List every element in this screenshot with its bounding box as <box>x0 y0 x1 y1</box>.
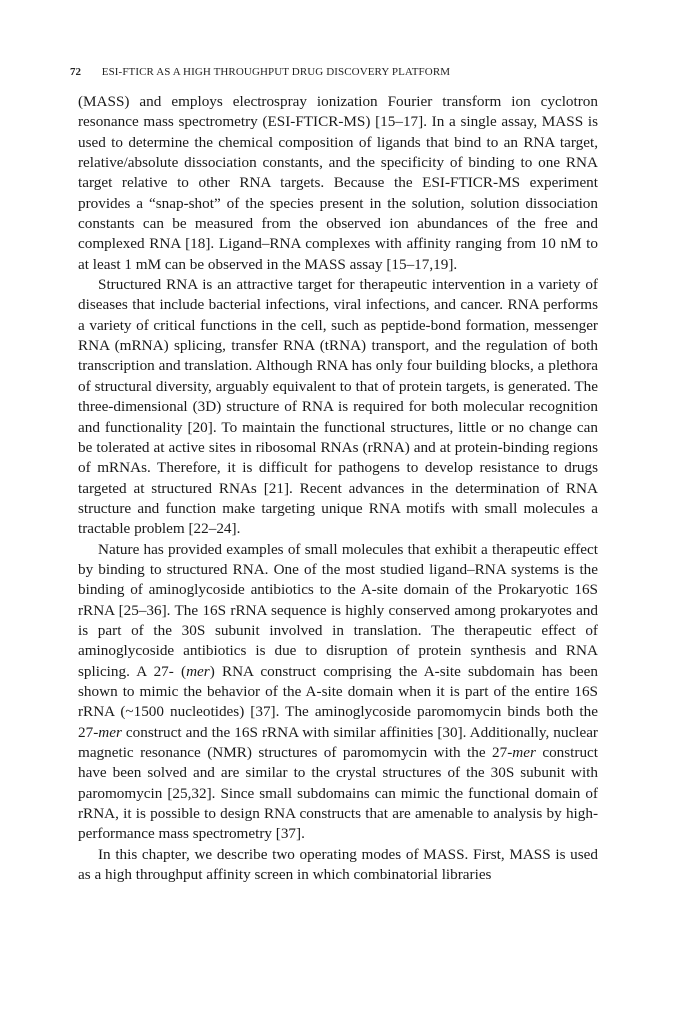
page-number: 72 <box>70 66 81 78</box>
running-title: ESI-FTICR AS A HIGH THROUGHPUT DRUG DISCOVERY PLATFORM <box>101 66 451 78</box>
paragraph-3 <box>78 540 598 845</box>
paragraph-3-italic-3: mer <box>512 744 536 761</box>
paragraph-3-text-2: ) RNA construct comprising the A-site subdomain has been shown to mimic the behavior of the A-site domain when it is part of the entire 16S rRNA (~1500 nucleotides) [37]. The aminoglycoside paromomycin binds both the 27- <box>78 662 598 741</box>
paragraph-3-italic-2: mer <box>98 723 122 741</box>
paragraph-3-text-3: construct and the 16S rRNA with similar affinities [30]. Additionally, nuclear magnetic resonance (NMR) structures of paromomycin with the 27- <box>78 723 598 761</box>
paragraph-3-text-4: construct have been solved and are similar to the crystal structures of the 30S subunit with paromomycin [25,32]. Since small subdomains can mimic the functional domain of rRNA, it is possible to design RNA constructs that are amenable to analysis by high-performance mass spectrometry [37]. <box>78 744 598 843</box>
running-header <box>70 66 600 84</box>
paragraph-2: Structured RNA is an attractive target for therapeutic intervention in a variety of diseases that include bacterial infections, viral infections, and cancer. RNA performs a variety of critical functions in the cell, such as peptide-bond formation, messenger RNA (mRNA) splicing, transfer RNA (tRNA) transport, and the regulation of both transcription and translation. Although RNA has only four building blocks, a plethora of structural diversity, arguably equivalent to that of protein targets, is generated. The three-dimensional (3D) structure of RNA is required for both molecular recognition and functionality [20]. To maintain the functional structures, little or no change can be tolerated at active sites in ribosomal RNAs (rRNA) and at protein-binding regions of mRNAs. Therefore, it is difficult for pathogens to develop resistance to drugs targeted at structured RNAs [21]. Recent advances in the determination of RNA structure and function make targeting unique RNA motifs with small molecules a tractable problem [22–24]. <box>78 276 598 538</box>
paragraph-4: In this chapter, we describe two operating modes of MASS. First, MASS is used as a high throughput affinity screen in which combinatorial libraries <box>78 845 598 884</box>
body-text <box>78 92 598 885</box>
paragraph-3-italic-1: mer <box>186 662 210 680</box>
paragraph-1: (MASS) and employs electrospray ionization Fourier transform ion cyclotron resonance mass spectrometry (ESI-FTICR-MS) [15–17]. In a single assay, MASS is used to determine the chemical composition of ligands that bind to an RNA target, relative/absolute dissociation constants, and the specificity of binding to one RNA target relative to other RNA targets. Because the ESI-FTICR-MS experiment provides a “snap-shot” of the species present in the solution, solution dissociation constants can be measured from the observed ion abundances of the free and complexed RNA [18]. Ligand–RNA complexes with affinity ranging from 10 nM to at least 1 mM can be observed in the MASS assay [15–17,19]. <box>78 93 598 273</box>
paragraph-3-text-1: Nature has provided examples of small molecules that exhibit a therapeutic effect by binding to structured RNA. One of the most studied ligand–RNA systems is the binding of aminoglycoside antibiotics to the A-site domain of the Prokaryotic 16S rRNA [25–36]. The 16S rRNA sequence is highly conserved among prokaryotes and is part of the 30S subunit involved in translation. The therapeutic effect of aminoglycoside antibiotics is due to disruption of protein synthesis and RNA splicing. A 27- ( <box>78 540 598 680</box>
